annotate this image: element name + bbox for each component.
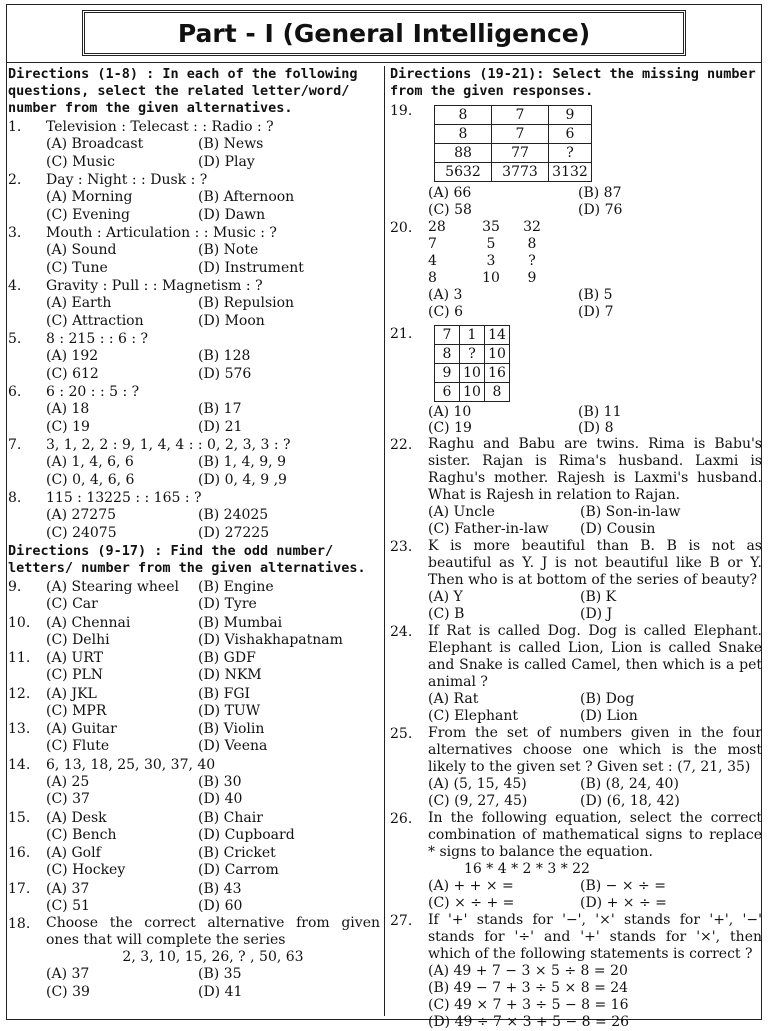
question-text: 8 : 215 : : 6 : ? (46, 331, 149, 347)
question-number: 18. (8, 916, 31, 932)
option: (D) Play (198, 153, 255, 170)
question-number: 5. (8, 331, 22, 347)
option: (D) Lion (580, 708, 638, 724)
question-number: 7. (8, 437, 22, 453)
question-text: Raghu and Babu are twins. Rima is Babu's sister. Rajan is Rima's husband. Laxmi is Raghu's mother. Rajesh is Laxmi's husband. What is Rajesh in relation to Rajan. (428, 436, 762, 503)
question-17 (8, 880, 380, 916)
option: (B) Note (198, 242, 259, 258)
grid-cell: 10 (460, 364, 485, 383)
option: (C) × ÷ + = (428, 895, 515, 911)
option: (A) 192 (46, 348, 99, 364)
option: (C) 37 (46, 791, 90, 807)
question-number: 25. (390, 726, 413, 742)
grid-cell: 7 (428, 236, 437, 252)
grid-cell: 10 (485, 345, 510, 364)
question-5 (8, 330, 380, 383)
option: (D) 21 (198, 418, 243, 435)
question-number: 6. (8, 384, 22, 400)
question-16 (8, 844, 380, 880)
grid-cell: 3 (486, 253, 496, 269)
question-text: From the set of numbers given in the four alternatives choose one which is the most likely to the given set ? Given set : (7, 21, 35) (428, 725, 762, 775)
question-18 (8, 915, 380, 1001)
question-7 (8, 436, 380, 489)
option: (C) B (428, 606, 465, 622)
question-text: 115 : 13225 : : 165 : ? (46, 490, 202, 506)
option: (A) 66 (428, 185, 472, 201)
grid-cell: 3132 (549, 163, 592, 182)
option: (A) 27275 (46, 507, 117, 523)
option: (D) 7 (578, 304, 614, 320)
question-number: 27. (390, 913, 413, 929)
question-number: 3. (8, 225, 22, 241)
question-20 (390, 219, 762, 321)
option: (A) 37 (46, 966, 90, 982)
grid-cell: ? (528, 253, 536, 269)
question-text: 6 : 20 : : 5 : ? (46, 384, 140, 400)
grid-cell: 9 (549, 106, 592, 125)
option: (D) (6, 18, 42) (580, 793, 680, 809)
question-11 (8, 649, 380, 685)
grid-cell: 10 (482, 270, 500, 286)
option: (D) 576 (198, 365, 252, 382)
option: (C) Attraction (46, 312, 144, 329)
grid-cell: 3773 (492, 163, 549, 182)
directions-19-21: Directions (19-21): Select the missing number from the given responses. (390, 66, 756, 99)
question-text: Day : Night : : Dusk : ? (46, 172, 208, 188)
grid-cell: 9 (435, 364, 460, 383)
option: (C) Evening (46, 206, 130, 223)
option: (A) 1, 4, 6, 6 (46, 454, 134, 470)
option: (D) + × ÷ = (580, 895, 667, 911)
grid-cell: 16 (485, 364, 510, 383)
option: (B) News (198, 136, 264, 152)
option: (A) 49 + 7 − 3 × 5 ÷ 8 = 20 (428, 963, 628, 979)
option: (B) Violin (198, 721, 265, 737)
option: (C) 49 × 7 + 3 ÷ 5 − 8 = 16 (428, 997, 629, 1013)
title-divider (6, 62, 762, 63)
question-number: 16. (8, 845, 31, 861)
option: (B) Chair (198, 809, 263, 826)
grid-cell: 8 (435, 106, 492, 125)
title-box (82, 10, 686, 56)
question-number: 17. (8, 880, 31, 897)
option: (C) Delhi (46, 631, 110, 648)
grid-cell: 8 (428, 270, 437, 286)
grid-cell: 7 (492, 125, 549, 144)
option: (B) 11 (578, 404, 622, 420)
question-number: 22. (390, 437, 413, 453)
question-26 (390, 810, 762, 912)
option: (D) NKM (198, 667, 262, 683)
option: (D) Cousin (580, 521, 656, 537)
grid-cell: 6 (435, 383, 460, 402)
option: (D) 49 ÷ 7 × 3 + 5 − 8 = 26 (428, 1014, 630, 1030)
grid-cell: 7 (435, 326, 460, 345)
option: (C) Elephant (428, 708, 519, 724)
option: (C) PLN (46, 667, 104, 683)
option: (B) Mumbai (198, 614, 283, 631)
grid-cell: 4 (428, 253, 437, 269)
question-9 (8, 578, 380, 614)
directions-1-8: Directions (1-8) : In each of the following questions, select the related letter/word/ number from the given alternatives. (8, 66, 358, 116)
grid-cell: 8 (485, 383, 510, 402)
option: (A) + + × = (428, 878, 514, 894)
question-text: K is more beautiful than B. B is not as beautiful as Y. J is not beautiful like B or Y. Then who is at bottom of the series of beauty? (428, 538, 762, 588)
question-2 (8, 171, 380, 224)
option: (B) 49 − 7 + 3 ÷ 5 × 8 = 24 (428, 980, 629, 996)
question-25 (390, 725, 762, 810)
option: (D) 41 (198, 983, 243, 1000)
option: (B) 1, 4, 9, 9 (198, 454, 286, 470)
question-12 (8, 685, 380, 721)
option: (B) Cricket (198, 845, 276, 861)
option: (B) Repulsion (198, 295, 295, 311)
option: (C) 39 (46, 983, 90, 1000)
option: (C) Car (46, 596, 98, 612)
option: (A) URT (46, 650, 103, 666)
option: (A) Y (428, 589, 463, 605)
option: (A) Guitar (46, 721, 117, 737)
question-4 (8, 277, 380, 330)
option: (A) 3 (428, 287, 463, 303)
option: (A) (5, 15, 45) (428, 776, 527, 792)
option: (B) (8, 24, 40) (580, 776, 679, 792)
question-text: If '+' stands for '−', '×' stands for '+', '−' stands for '÷' and '+' stands for '×', then which of the following statements is correct ? (428, 912, 762, 962)
option: (B) Afternoon (198, 189, 295, 205)
option: (A) Desk (46, 809, 107, 826)
grid-cell: 1 (460, 326, 485, 345)
question-10 (8, 614, 380, 650)
question-number: 14. (8, 756, 31, 773)
option: (C) 0, 4, 6, 6 (46, 471, 135, 488)
grid-cell: 32 (523, 219, 541, 235)
question-number: 13. (8, 721, 31, 737)
question-24 (390, 623, 762, 725)
question-number: 10. (8, 614, 31, 631)
question-14 (8, 756, 380, 809)
option: (D) 76 (578, 202, 623, 218)
option: (D) Moon (198, 312, 265, 329)
question-number: 11. (8, 650, 31, 666)
option: (A) Broadcast (46, 136, 144, 152)
question-number: 19. (390, 103, 413, 119)
question-21 (390, 325, 762, 436)
option: (C) 6 (428, 304, 463, 320)
option: (B) GDF (198, 650, 256, 666)
option: (B) 128 (198, 348, 251, 364)
option: (C) Father-in-law (428, 521, 549, 537)
question-13 (8, 720, 380, 756)
question-number: 20. (390, 220, 413, 236)
question-text: Gravity : Pull : : Magnetism : ? (46, 278, 263, 294)
question-27 (390, 912, 762, 1031)
option: (D) 27225 (198, 524, 270, 541)
grid-cell: 28 (428, 219, 446, 235)
option: (A) Sound (46, 242, 117, 258)
option: (B) 24025 (198, 507, 269, 523)
question-number: 12. (8, 685, 31, 702)
option: (C) Bench (46, 826, 117, 843)
grid-cell: 5632 (435, 163, 492, 182)
option: (C) 51 (46, 897, 90, 914)
option: (C) 19 (428, 420, 472, 436)
grid-cell: 10 (460, 383, 485, 402)
option: (D) Vishakhapatnam (198, 631, 343, 648)
option: (C) MPR (46, 702, 107, 719)
grid-cell: ? (549, 144, 592, 163)
option: (D) Tyre (198, 596, 257, 612)
question-text: Television : Telecast : : Radio : ? (46, 119, 274, 135)
equation-text: 16 * 4 * 2 * 3 * 22 (464, 861, 590, 877)
option: (C) 19 (46, 418, 90, 435)
question-number: 21. (390, 326, 413, 342)
option: (C) Flute (46, 738, 110, 754)
option: (B) 30 (198, 773, 242, 790)
option: (A) Earth (46, 295, 112, 311)
option: (B) 43 (198, 880, 242, 897)
option: (A) 10 (428, 404, 472, 420)
grid-cell: 77 (492, 144, 549, 163)
option: (A) Chennai (46, 614, 131, 631)
option: (B) K (580, 589, 617, 605)
option: (C) Music (46, 153, 115, 170)
question-text: Choose the correct alternative from given ones that will complete the series (46, 915, 380, 948)
grid-cell: 8 (527, 236, 537, 252)
option: (A) 18 (46, 401, 90, 417)
option: (A) Golf (46, 845, 101, 861)
option: (D) Dawn (198, 206, 266, 223)
column-divider (384, 66, 385, 1016)
option: (A) 25 (46, 773, 90, 790)
question-23 (390, 538, 762, 623)
question-22 (390, 436, 762, 538)
left-column (8, 66, 380, 1001)
option: (C) (9, 27, 45) (428, 793, 528, 809)
question-text: Mouth : Articulation : : Music : ? (46, 225, 277, 241)
question-19 (390, 102, 762, 219)
question-number: 4. (8, 278, 22, 294)
option: (A) 37 (46, 880, 90, 897)
question-8 (8, 489, 380, 542)
option: (A) Stearing wheel (46, 579, 179, 595)
question-3 (8, 224, 380, 277)
grid-cell: 7 (492, 106, 549, 125)
option: (C) Tune (46, 259, 108, 276)
question-number: 23. (390, 539, 413, 555)
option: (B) Son-in-law (580, 504, 681, 520)
option: (D) Instrument (198, 259, 304, 276)
option: (D) Carrom (198, 862, 279, 878)
grid-cell: 8 (435, 125, 492, 144)
option: (D) TUW (198, 702, 261, 719)
question-text: If Rat is called Dog. Dog is called Elephant. Elephant is called Lion, Lion is called Snake and Snake is called Camel, then which is a pet animal ? (428, 623, 762, 690)
question-number: 9. (8, 579, 22, 595)
question-text: 3, 1, 2, 2 : 9, 1, 4, 4 : : 0, 2, 3, 3 : ? (46, 437, 291, 453)
option: (D) 0, 4, 9 ,9 (198, 471, 287, 488)
question-15 (8, 809, 380, 845)
page-title: Part - I (General Intelligence) (177, 18, 591, 48)
option: (D) 8 (578, 420, 614, 436)
option: (D) Veena (198, 738, 268, 754)
question-1 (8, 118, 380, 171)
question-number: 2. (8, 172, 22, 188)
option: (B) 87 (578, 185, 622, 201)
option: (D) Cupboard (198, 826, 295, 843)
option: (B) − × ÷ = (580, 878, 666, 894)
grid-cell: 6 (549, 125, 592, 144)
question-number: 8. (8, 490, 22, 506)
number-grid (434, 105, 592, 182)
option: (B) Dog (580, 691, 635, 707)
question-6 (8, 383, 380, 436)
question-number: 1. (8, 119, 22, 135)
question-text: 6, 13, 18, 25, 30, 37, 40 (46, 756, 216, 773)
option: (C) Hockey (46, 862, 126, 878)
option: (D) 40 (198, 791, 243, 807)
grid-cell: 35 (482, 219, 500, 235)
option: (C) 58 (428, 202, 472, 218)
question-text: In the following equation, select the correct combination of mathematical signs to replace * signs to balance the equation. (428, 810, 762, 860)
option: (A) Uncle (428, 504, 495, 520)
option: (B) 35 (198, 966, 242, 982)
right-column (390, 66, 762, 1031)
option: (C) 612 (46, 365, 99, 382)
grid-cell: 88 (435, 144, 492, 163)
question-number: 24. (390, 624, 413, 640)
grid-cell: 9 (527, 270, 537, 286)
option: (B) FGI (198, 685, 251, 702)
option: (A) JKL (46, 685, 97, 702)
grid-cell: ? (460, 345, 485, 364)
option: (A) Morning (46, 189, 133, 205)
question-number: 26. (390, 811, 413, 827)
option: (A) Rat (428, 691, 479, 707)
option: (D) J (580, 606, 613, 622)
option: (B) 17 (198, 401, 242, 417)
option: (C) 24075 (46, 524, 117, 541)
directions-9-17: Directions (9-17) : Find the odd number/ letters/ number from the given alternatives. (8, 543, 366, 576)
number-grid (434, 325, 510, 402)
grid-cell: 14 (485, 326, 510, 345)
option: (B) 5 (578, 287, 613, 303)
grid-cell: 5 (486, 236, 496, 252)
option: (D) 60 (198, 897, 243, 914)
question-number: 15. (8, 809, 31, 826)
series-text: 2, 3, 10, 15, 26, ? , 50, 63 (122, 949, 304, 965)
option: (B) Engine (198, 579, 274, 595)
grid-cell: 8 (435, 345, 460, 364)
